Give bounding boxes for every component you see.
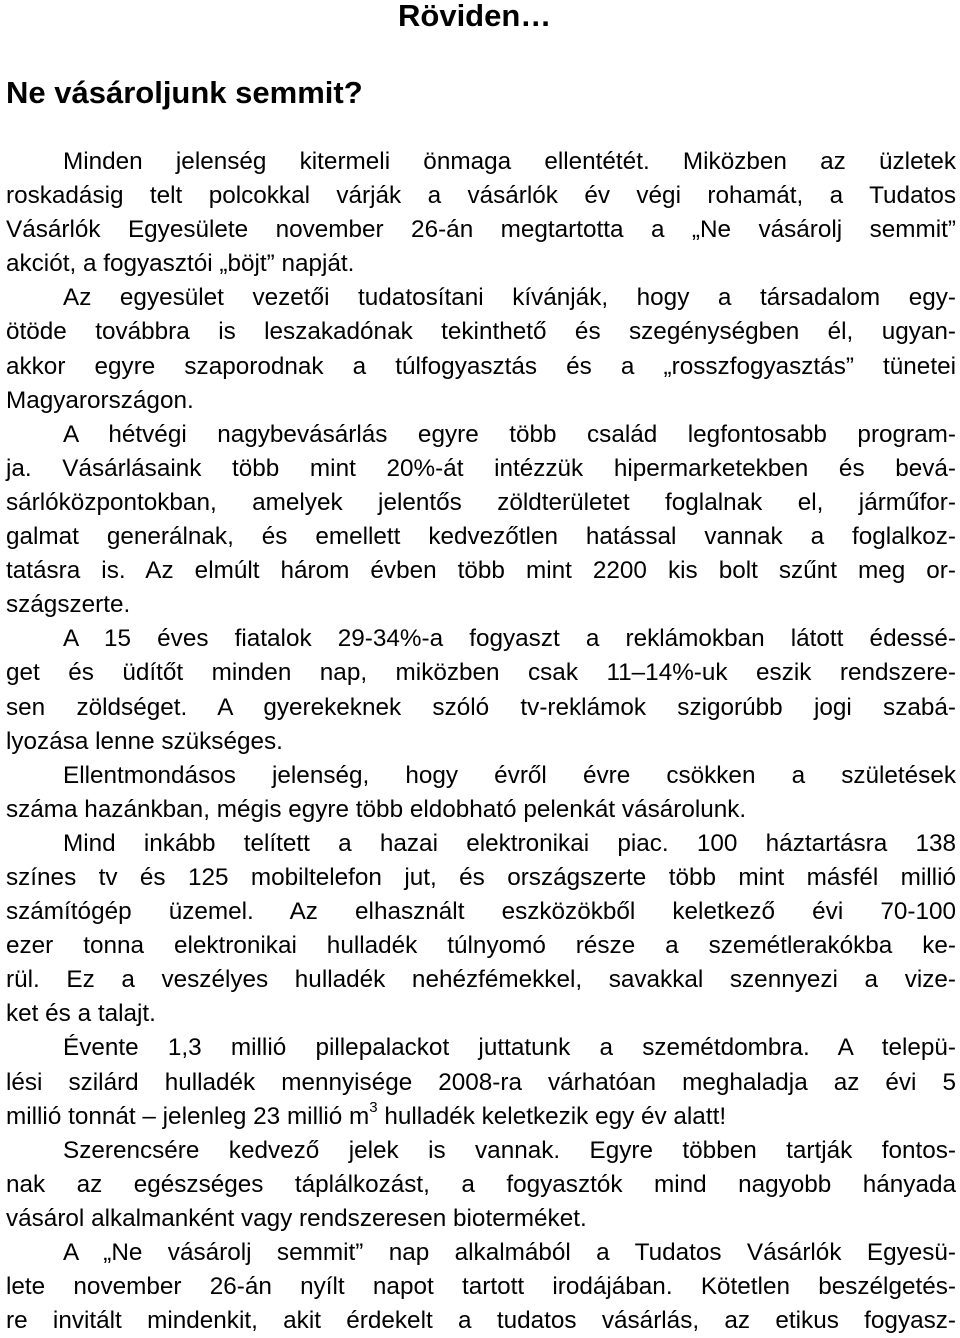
text-line-content: lete november 26-án nyílt napot tartott irodájában. Kötetlen beszélgetés- [6, 1273, 956, 1301]
text-line [6, 554, 956, 588]
text-line [6, 895, 956, 929]
text-line [6, 622, 956, 656]
text-line [6, 861, 956, 895]
text-line [6, 384, 956, 418]
text-line [6, 179, 956, 213]
text-line-content: galmat generálnak, és emellett kedvezőtlen hatással vannak a foglalkoz- [6, 523, 956, 551]
article-body [6, 145, 956, 1338]
text-line [6, 281, 956, 315]
text-line [6, 486, 956, 520]
text-line [6, 725, 956, 759]
text-line-content: get és üdítőt minden nap, miközben csak 11–14%-uk eszik rendszere- [6, 659, 956, 687]
text-line-content: ja. Vásárlásaink több mint 20%-át intézzük hipermarketekben és bevá- [6, 454, 956, 482]
text-line [6, 145, 956, 179]
section-title: Röviden… [398, 0, 552, 33]
text-line-content: száma hazánkban, mégis egyre több eldobható pelenkát vásárolunk. [6, 795, 747, 823]
text-line-content: Az egyesület vezetői tudatosítani kívánják, hogy a társadalom egy- [63, 284, 956, 312]
text-line [6, 793, 956, 827]
text-line-content: színes tv és 125 mobiltelefon jut, és országszerte több mint másfél millió [6, 863, 956, 891]
text-line [6, 1236, 956, 1270]
text-line [6, 418, 956, 452]
text-line-content: Ellentmondásos jelenség, hogy évről évre csökken a születések [63, 761, 956, 789]
text-line-content: sen zöldséget. A gyerekeknek szóló tv-reklámok szigorúbb jogi szabá- [6, 693, 956, 721]
text-line-content: re invitált mindenkit, akit érdekelt a tudatos vásárlás, az etikus fogyasz- [6, 1307, 956, 1335]
text-line [6, 315, 956, 349]
text-line [6, 759, 956, 793]
text-line-content: tatásra is. Az elmúlt három évben több mint 2200 kis bolt szűnt meg or- [6, 557, 956, 585]
text-line-content: ezer tonna elektronikai hulladék túlnyomó része a szemétlerakókba ke- [6, 932, 956, 960]
text-line-content: Szerencsére kedvező jelek is vannak. Egyre többen tartják fontos- [63, 1136, 956, 1164]
text-line-content: A 15 éves fiatalok 29-34%-a fogyaszt a reklámokban látott édessé- [63, 625, 956, 653]
text-line [6, 350, 956, 384]
text-line-content: ket és a talajt. [6, 1000, 156, 1028]
text-line [6, 929, 956, 963]
text-line [6, 1031, 956, 1065]
text-line [6, 247, 956, 281]
text-line-content: Vásárlók Egyesülete november 26-án megtartotta a „Ne vásárolj semmit” [6, 216, 956, 244]
text-line-content: számítógép üzemel. Az elhasznált eszközökből keletkező évi 70-100 [6, 898, 956, 926]
text-line [6, 691, 956, 725]
text-line-content: akkor egyre szaporodnak a túlfogyasztás és a „rosszfogyasztás” tünetei [6, 352, 956, 380]
text-line-content: rül. Ez a veszélyes hulladék nehézfémekkel, savakkal szennyezi a vize- [6, 966, 956, 994]
text-line-content: vásárol alkalmanként vagy rendszeresen bioterméket. [6, 1204, 587, 1232]
text-line-content: lyozása lenne szükséges. [6, 727, 283, 755]
text-line [6, 827, 956, 861]
text-line [6, 1134, 956, 1168]
text-line-content: Évente 1,3 millió pillepalackot juttatunk a szemétdombra. A telepü- [63, 1034, 956, 1062]
text-line-content: roskadásig telt polcokkal várják a vásárlók év végi rohamát, a Tudatos [6, 182, 956, 210]
text-line [6, 1066, 956, 1100]
text-line [6, 1100, 956, 1134]
article-title: Ne vásároljunk semmit? [6, 75, 363, 110]
text-line-content: akciót, a fogyasztói „böjt” napját. [6, 250, 355, 278]
text-line [6, 588, 956, 622]
text-line [6, 997, 956, 1031]
text-line [6, 452, 956, 486]
text-line-content: millió tonnát – jelenleg 23 millió m [6, 1102, 370, 1130]
text-line-content: A hétvégi nagybevásárlás egyre több család legfontosabb program- [63, 420, 956, 448]
text-line [6, 1202, 956, 1236]
text-line [6, 1304, 956, 1338]
text-line [6, 213, 956, 247]
text-line-content: sárlóközpontokban, amelyek jelentős zöldterületet foglalnak el, járműfor- [6, 488, 956, 516]
text-line-content: lési szilárd hulladék mennyisége 2008-ra várhatóan meghaladja az évi 5 [6, 1068, 956, 1096]
text-line-content: Magyarországon. [6, 386, 194, 414]
text-line-content: Minden jelenség kitermeli önmaga ellentétét. Miközben az üzletek [63, 148, 956, 175]
text-line [6, 963, 956, 997]
text-line [6, 1168, 956, 1202]
text-line-content: szágszerte. [6, 591, 131, 619]
text-line-content: A „Ne vásárolj semmit” nap alkalmából a Tudatos Vásárlók Egyesü- [63, 1239, 956, 1266]
text-line [6, 520, 956, 554]
superscript-exponent: 3 [369, 1098, 378, 1116]
text-line [6, 656, 956, 690]
text-line-content: ötöde továbbra is leszakadónak tekinthető és szegénységben él, ugyan- [6, 318, 956, 346]
text-line-content: Mind inkább telített a hazai elektronikai piac. 100 háztartásra 138 [63, 829, 956, 857]
text-line-continuation: hulladék keletkezik egy év alatt! [377, 1102, 727, 1130]
text-line-content: nak az egészséges táplálkozást, a fogyasztók mind nagyobb hányada [6, 1170, 956, 1198]
text-line [6, 1270, 956, 1304]
